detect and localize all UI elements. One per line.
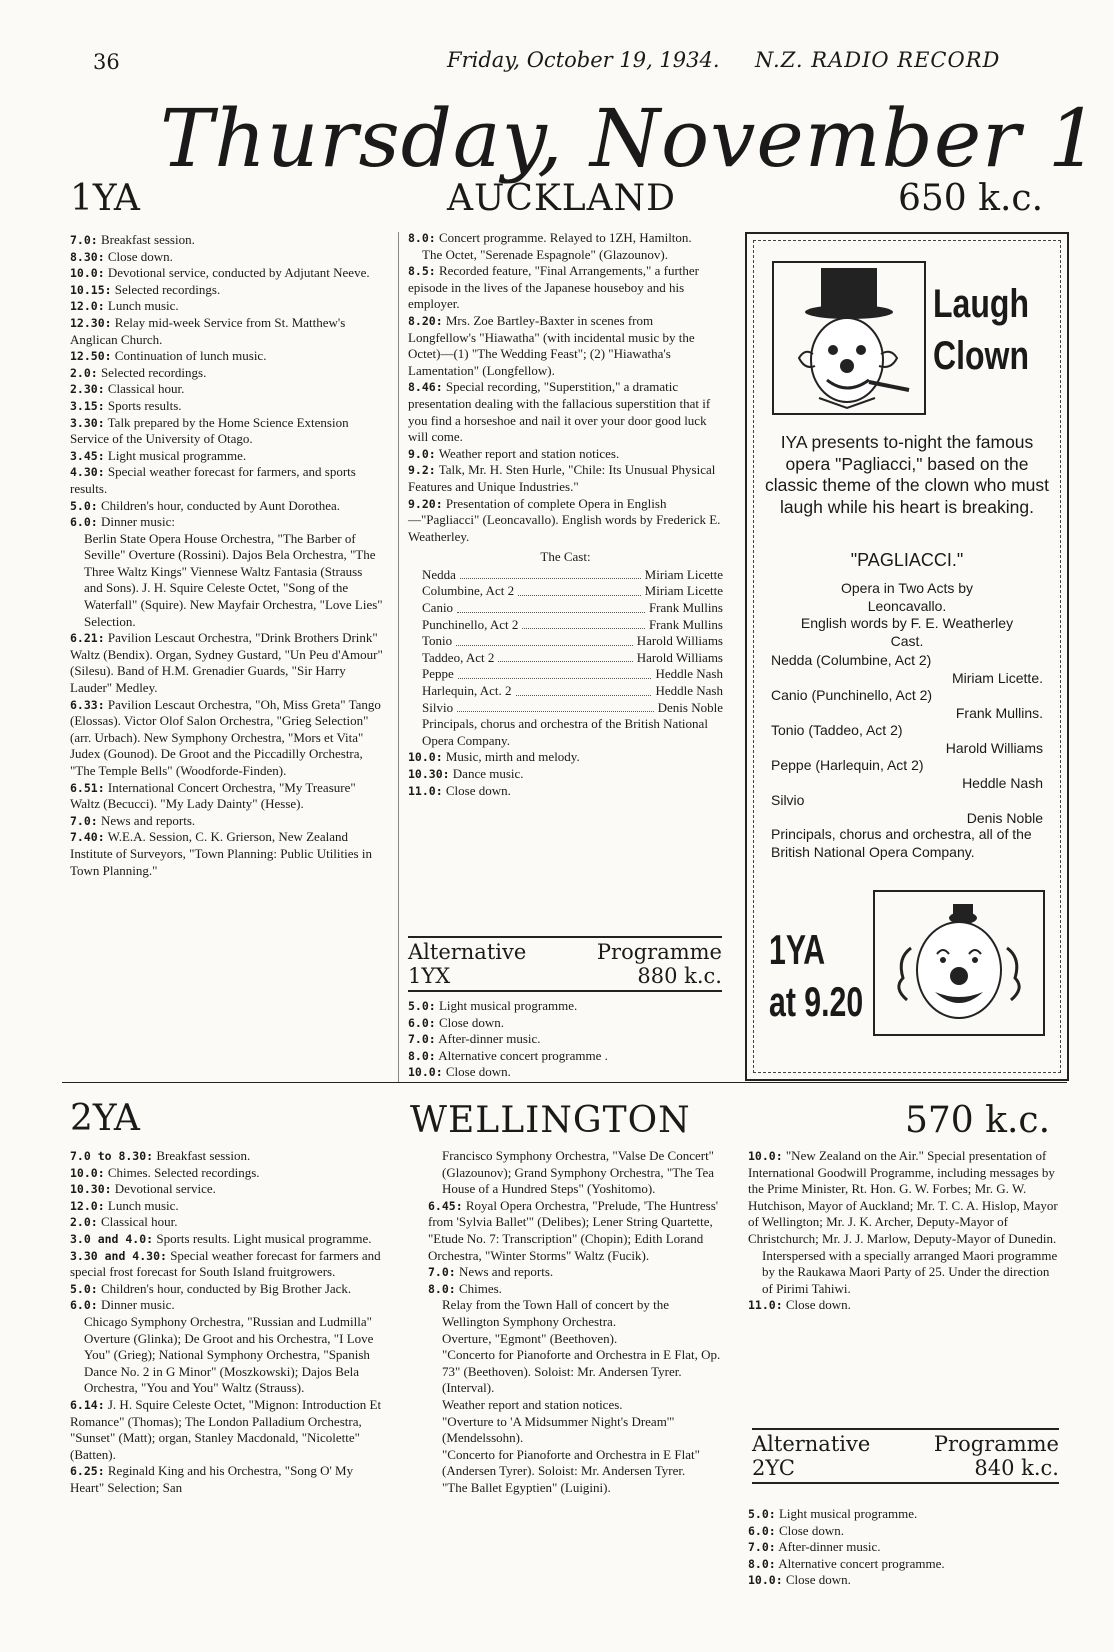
programme-item [84, 1314, 383, 1397]
cast-performer: Heddle Nash [655, 683, 723, 699]
programme-description: Talk prepared by the Home Science Extension Service of the University of Otago. [70, 414, 349, 447]
programme-time: 6.0: [70, 1298, 98, 1313]
programme-description: Concert programme. Relayed to 1ZH, Hamilton. [438, 230, 692, 245]
cast-row [422, 600, 723, 617]
programme-description: Close down. [445, 1064, 511, 1080]
programme-time: 3.0 and 4.0: [70, 1231, 154, 1246]
programme-item [70, 780, 383, 813]
programme-time: 2.30: [70, 382, 105, 397]
programme-time: 8.5: [408, 264, 436, 279]
programme-time: 11.0: [748, 1298, 783, 1313]
cast-role: Tonio [422, 633, 453, 649]
programme-item [748, 1148, 1058, 1248]
programme-item [748, 1297, 1058, 1314]
pagliacci-advertisement [745, 232, 1069, 1081]
alt-station: 1YX [408, 964, 451, 988]
programme-item [442, 1447, 723, 1480]
programme-time: 6.0: [70, 515, 98, 530]
programme-time: 3.30 and 4.30: [70, 1248, 167, 1263]
station-2ya-column-2 [428, 1148, 723, 1496]
ad-cast-role: Tonio (Taddeo, Act 2) [771, 722, 903, 738]
programme-time: 8.46: [408, 380, 443, 395]
programme-item [408, 313, 723, 379]
programme-time: 9.2: [408, 463, 436, 478]
cast-row [422, 666, 723, 683]
ad-opera-line-2: Leoncavallo. [867, 597, 947, 614]
station-1ya-late-list [408, 716, 723, 799]
programme-description: Children's hour, conducted by Aunt Dorothea. [100, 497, 340, 513]
programme-item [408, 783, 723, 800]
programme-time: 10.0: [748, 1573, 783, 1588]
programme-item [70, 464, 383, 497]
cast-performer: Frank Mullins [648, 616, 723, 632]
programme-item [428, 1281, 723, 1298]
cast-row [422, 633, 723, 650]
programme-description: Special weather forecast for farmers, and sports results. [70, 464, 356, 496]
cast-performer: Heddle Nash [655, 666, 723, 682]
programme-time: 5.0: [408, 999, 436, 1013]
programme-item [762, 1248, 1058, 1298]
programme-time: 6.45: [428, 1198, 463, 1213]
cast-performer: Miriam Licette [644, 566, 723, 582]
station-1ya-callsign: 1YA [70, 178, 140, 219]
alternative-1yx-header [408, 936, 722, 992]
programme-item [70, 1281, 383, 1298]
programme-item [408, 1015, 723, 1032]
programme-time: 9.0: [408, 446, 436, 461]
programme-time: 10.0: [408, 750, 443, 765]
dot-leader [457, 600, 645, 613]
programme-item [70, 381, 383, 398]
programme-item [408, 1048, 723, 1065]
programme-description: Relay mid-week Service from St. Matthew's Anglican Church. [70, 314, 346, 347]
section-divider [62, 1082, 1067, 1083]
programme-description: Sports results. [107, 397, 182, 413]
programme-item [70, 813, 383, 830]
programme-description: Children's hour, conducted by Big Brother Jack. [100, 1280, 352, 1296]
cast-performer: Miriam Licette [644, 583, 723, 599]
ad-opera-title: "PAGLIACCI." [850, 550, 964, 570]
programme-description: After-dinner music. [778, 1539, 881, 1555]
ad-opera-line-3: English words by F. E. Weatherley [800, 615, 1014, 631]
ad-cast-performer: Harold Williams [945, 739, 1043, 756]
programme-description: Breakfast session. [156, 1148, 251, 1163]
programme-time: 10.15: [70, 282, 112, 297]
dot-leader [518, 583, 641, 596]
programme-description: Breakfast session. [100, 232, 195, 247]
cast-role: Canio [422, 600, 454, 616]
programme-item [70, 1148, 383, 1165]
cast-performer: Harold Williams [636, 633, 723, 649]
alt-programme-label: Programme [596, 940, 722, 964]
cast-role: Punchinello, Act 2 [422, 616, 519, 632]
programme-item [442, 1480, 723, 1497]
programme-description: Overture, "Egmont" (Beethoven). [442, 1330, 618, 1346]
programme-item [70, 448, 383, 465]
programme-item [442, 1297, 723, 1330]
programme-description: "Concerto for Pianoforte and Orchestra in E Flat" (Andersen Tyrer). Soloist: Mr. Andersen Tyrer. [442, 1446, 700, 1479]
programme-description: Pavilion Lescaut Orchestra, "Oh, Miss Greta" Tango (Elossas). Victor Olof Salon Orchestra, "Grieg Selection" (arr. Urbach). New Symphony Orchestra, "Mors et Vita" Judex (Gounod). De Groot and the Piccadilly Orchestra, "The Temple Bells" (Woodforde-Finden). [70, 696, 381, 778]
programme-time: 6.0: [748, 1523, 776, 1538]
ad-cast-performer: Heddle Nash [962, 774, 1043, 791]
programme-time: 6.14: [70, 1397, 105, 1412]
programme-item [408, 749, 723, 766]
programme-time: 2.0: [70, 365, 98, 380]
dot-leader [457, 700, 654, 713]
ad-station: 1YA [769, 926, 826, 973]
programme-description: International Concert Orchestra, "My Treasure" Waltz (Becucci). "My Lady Dainty" (Hesse). [70, 779, 356, 812]
programme-time: 8.0: [748, 1556, 776, 1571]
cast-role: Nedda [422, 566, 456, 582]
programme-time: 7.0: [70, 813, 98, 828]
alt-label: Alternative [752, 1432, 871, 1456]
programme-item [70, 1231, 383, 1248]
programme-description: Music, mirth and melody. [445, 749, 580, 765]
programme-time: 10.0: [748, 1149, 783, 1163]
programme-item [70, 348, 383, 365]
alternative-1yx-list [408, 998, 723, 1081]
programme-description: Alternative concert programme . [438, 1047, 608, 1063]
programme-time: 7.0: [70, 233, 98, 247]
cast-performer: Harold Williams [636, 649, 723, 665]
programme-time: 12.50: [70, 349, 112, 364]
cast-row [422, 683, 723, 700]
ad-cast-performer: Frank Mullins. [955, 704, 1043, 721]
programme-item [70, 398, 383, 415]
station-2ya-column-3 [748, 1148, 1058, 1314]
programme-item [70, 514, 383, 531]
programme-item [70, 265, 383, 282]
station-1ya-column-1 [70, 232, 383, 879]
dot-leader [516, 683, 652, 696]
programme-time: 8.0: [408, 1048, 436, 1063]
ad-cast-role: Silvio [771, 792, 805, 808]
programme-item [748, 1572, 1058, 1589]
programme-item [408, 379, 723, 445]
programme-description: J. H. Squire Celeste Octet, "Mignon: Introduction Et Romance" (Thomas); The London Palladium Orchestra, "Sunset" (Matt); organ, Stanley Macdonald, "Nicolette" (Batten). [70, 1396, 382, 1462]
programme-time: 12.0: [70, 299, 105, 314]
alt-programme-label: Programme [933, 1432, 1059, 1456]
station-2ya-city: WELLINGTON [410, 1100, 691, 1141]
programme-item [748, 1556, 1058, 1573]
programme-time: 10.30: [408, 767, 450, 781]
clown-top-hat-illustration [769, 258, 929, 418]
programme-description: Devotional service. [114, 1181, 216, 1197]
programme-description: Light musical programme. [778, 1506, 918, 1521]
programme-item [748, 1523, 1058, 1540]
ad-headline-line-1: Laugh [933, 282, 1029, 326]
cast-title: The Cast: [540, 549, 591, 565]
programme-description: Presentation of complete Opera in English—"Pagliacci" (Leoncavallo). English words by Frederick E. Weatherley. [408, 495, 721, 544]
programme-time: 11.0: [408, 783, 443, 798]
programme-description: Chicago Symphony Orchestra, "Russian and Ludmilla" Overture (Glinka); De Groot and his Orchestra, "I Love You" (Grieg); National Symphony Orchestra, "Spanish Dance No. 2 in G Minor" (Moszkowski); Dajos Bela Orchestra, "You and You" Waltz (Strauss). [84, 1313, 374, 1396]
programme-item [428, 1264, 723, 1281]
programme-description: Chimes. [458, 1280, 502, 1296]
programme-description: Interspersed with a specially arranged Maori programme by the Raukawa Maori Party of 25. Under the direction of Pirimi Tahiwi. [762, 1247, 1058, 1296]
dot-leader [522, 617, 645, 630]
programme-item [408, 263, 723, 313]
programme-time: 5.0: [70, 1281, 98, 1296]
dot-leader [460, 567, 641, 580]
programme-time: 6.21: [70, 631, 105, 646]
programme-item [408, 462, 723, 495]
programme-description: Relay from the Town Hall of concert by the Wellington Symphony Orchestra. [442, 1297, 670, 1329]
programme-item [84, 531, 383, 631]
alt-label: Alternative [408, 940, 527, 964]
programme-item [408, 1064, 723, 1081]
cast-performer: Denis Noble [657, 699, 723, 715]
programme-item [442, 1414, 723, 1447]
programme-description: "The Ballet Egyptien" (Luigini). [442, 1479, 611, 1495]
programme-item [428, 1198, 723, 1264]
programme-description: Classical hour. [107, 381, 185, 397]
ad-opera-line-4: Cast. [890, 632, 924, 649]
dot-leader [456, 633, 633, 646]
programme-time: 7.40: [70, 830, 105, 845]
programme-item [70, 415, 383, 448]
programme-item [70, 1198, 383, 1215]
cast-role: Taddeo, Act 2 [422, 649, 495, 665]
programme-time: 7.0: [428, 1265, 456, 1280]
programme-item [408, 998, 723, 1015]
ad-footer: Principals, chorus and orchestra, all of the British National Opera Company. [771, 826, 1032, 860]
programme-description: Special recording, "Superstition," a dramatic presentation dealing with the fallacious superstition that if you find a horseshoe and nail it over your door good luck will come. [408, 379, 711, 445]
ad-cast-role: Peppe (Harlequin, Act 2) [771, 757, 924, 773]
programme-item [442, 1380, 723, 1397]
programme-item [748, 1539, 1058, 1556]
issue-date: Friday, October 19, 1934. [447, 48, 720, 72]
station-2ya-callsign: 2YA [70, 1098, 140, 1139]
dot-leader [498, 650, 632, 663]
ad-time: at 9.20 [769, 978, 864, 1025]
programme-time: 8.20: [408, 313, 443, 328]
programme-description: Light musical programme. [438, 998, 578, 1013]
programme-item [408, 1031, 723, 1048]
programme-description: Close down. [107, 248, 173, 264]
cast-list [408, 567, 723, 716]
programme-time: 8.30: [70, 249, 105, 264]
programme-description: Francisco Symphony Orchestra, "Valse De Concert" (Glazounov); Grand Symphony Orchestra, "The Tea House of a Hundred Steps" (Yoshitomo). [442, 1148, 715, 1197]
programme-item [70, 1165, 383, 1182]
programme-description: "New Zealand on the Air." Special presentation of International Goodwill Programme, including messages by the Prime Minister, Rt. Hon. G. W. Forbes; Mr. G. W. Hutchison, Mayor of Auckland; Mr. T. C. A. Hislop, Mayor of Wellington; Mr. J. K. Archer, Deputy-Mayor of Christchurch; Mr. J. J. Marlow, Deputy-Mayor of Dunedin. [748, 1148, 1058, 1246]
dot-leader [458, 666, 652, 679]
programme-item [442, 1331, 723, 1348]
cast-role: Silvio [422, 699, 454, 715]
programme-description: Sports results. Light musical programme. [156, 1230, 372, 1246]
programme-time: 3.15: [70, 398, 105, 413]
programme-time: 12.30: [70, 315, 112, 330]
ad-cast-performer: Miriam Licette. [951, 669, 1043, 686]
ad-cast-list [771, 652, 1043, 827]
programme-item [70, 315, 383, 348]
programme-description: W.E.A. Session, C. K. Grierson, New Zealand Institute of Surveyors, "Town Planning: Public Utilities in Town Planning." [70, 829, 372, 878]
programme-item [70, 829, 383, 879]
cast-row [422, 700, 723, 717]
programme-description: Light musical programme. [107, 447, 247, 463]
programme-time: 3.45: [70, 448, 105, 463]
cast-row [422, 583, 723, 600]
programme-description: Reginald King and his Orchestra, "Song O' My Heart" Selection; San [70, 1463, 354, 1495]
station-1ya-column-2 [408, 230, 723, 799]
programme-item [70, 365, 383, 382]
programme-description: Special weather forecast for farmers and special frost forecast for South Island fruitgrowers. [70, 1247, 381, 1280]
programme-item [70, 630, 383, 696]
alt-frequency: 840 k.c. [974, 1456, 1059, 1480]
programme-description: Close down. [785, 1572, 851, 1588]
programme-time: 5.0: [70, 498, 98, 513]
programme-description: Close down. [785, 1297, 851, 1313]
programme-description: News and reports. [458, 1264, 554, 1280]
programme-item [408, 496, 723, 546]
programme-description: News and reports. [100, 812, 196, 828]
programme-description: Berlin State Opera House Orchestra, "The Barber of Seville" Overture (Rossini). Dajos Bela Orchestra, "The Three Waltz Kings" Viennese Waltz Fantasia (Strauss and Sons). J. H. Squire Celeste Octet, "Song of the Waterfall" (Squire). New Mayfair Orchestra, "Love Lies" Selection. [84, 530, 383, 629]
cast-row [422, 650, 723, 667]
programme-description: Selected recordings. [114, 281, 221, 297]
programme-item [408, 446, 723, 463]
programme-item [442, 1148, 723, 1198]
programme-description: Close down. [438, 1014, 504, 1030]
alternative-2yc-header [752, 1428, 1059, 1484]
station-1ya-frequency: 650 k.c. [898, 178, 1044, 219]
programme-description: Alternative concert programme. [778, 1555, 945, 1571]
programme-time: 10.0: [70, 266, 105, 281]
column-divider [398, 232, 399, 1082]
programme-item [422, 716, 723, 749]
ad-opera-credits [765, 580, 1049, 650]
programme-description: Pavilion Lescaut Orchestra, "Drink Brothers Drink" Waltz (Bendix). Organ, Sydney Gustard, "Un Peu d'Amour" (Silesu). Band of H.M. Grenadier Guards, "Sir Harry Lauder" Medley. [70, 630, 383, 696]
programme-description: Close down. [445, 782, 511, 798]
programme-description: The Octet, "Serenade Espagnole" (Glazounov). [422, 246, 668, 262]
programme-description: After-dinner music. [438, 1031, 541, 1047]
programme-description: Chimes. Selected recordings. [107, 1164, 260, 1180]
programme-item [70, 697, 383, 780]
programme-time: 9.20: [408, 496, 443, 511]
programme-description: Principals, chorus and orchestra of the British National Opera Company. [422, 716, 708, 748]
programme-description: (Interval). [442, 1380, 495, 1396]
programme-item [442, 1397, 723, 1414]
programme-time: 3.30: [70, 415, 105, 430]
cast-row [422, 617, 723, 634]
programme-item [70, 1463, 383, 1496]
programme-item [70, 232, 383, 249]
programme-item [408, 766, 723, 783]
programme-description: Close down. [778, 1522, 844, 1538]
programme-item [70, 1214, 383, 1231]
ad-cast-role: Nedda (Columbine, Act 2) [771, 652, 932, 668]
station-1ya-evening-list [408, 230, 723, 545]
programme-item [70, 298, 383, 315]
programme-item [422, 247, 723, 264]
programme-description: Weather report and station notices. [442, 1396, 623, 1412]
ad-cast-role: Canio (Punchinello, Act 2) [771, 687, 933, 703]
programme-time: 8.0: [408, 231, 436, 245]
ad-headline-line-2: Clown [933, 334, 1029, 378]
programme-time: 10.0: [70, 1165, 105, 1180]
programme-item [442, 1347, 723, 1380]
page-title: Thursday, November 1 [160, 92, 1100, 185]
programme-time: 6.33: [70, 697, 105, 712]
programme-description: Dinner music: [100, 514, 175, 530]
programme-description: Dance music. [452, 766, 524, 781]
programme-description: Recorded feature, "Final Arrangements," a further episode in the lives of the Japanese houseboy and his employer. [408, 263, 699, 312]
programme-description: Lunch music. [107, 1197, 179, 1213]
programme-description: "Overture to 'A Midsummer Night's Dream'" (Mendelssohn). [442, 1413, 675, 1446]
programme-time: 7.0: [748, 1540, 776, 1555]
programme-item [408, 230, 723, 247]
programme-time: 6.51: [70, 780, 105, 795]
programme-description: "Concerto for Pianoforte and Orchestra in E Flat, Op. 73" (Beethoven). Soloist: Mr. Andersen Tyrer. [442, 1347, 721, 1379]
programme-item [70, 1248, 383, 1281]
alt-frequency: 880 k.c. [637, 964, 722, 988]
ad-headline [933, 278, 1029, 382]
ad-station-time [769, 924, 863, 1028]
programme-item [70, 498, 383, 515]
programme-item [70, 1397, 383, 1463]
programme-description: Classical hour. [100, 1214, 178, 1230]
publication-name: N.Z. RADIO RECORD [755, 48, 1001, 72]
programme-item [748, 1506, 1058, 1523]
programme-description: Selected recordings. [100, 364, 207, 380]
programme-time: 12.0: [70, 1198, 105, 1213]
programme-item [70, 249, 383, 266]
programme-item [70, 1181, 383, 1198]
clown-face-illustration [871, 888, 1047, 1038]
programme-description: Weather report and station notices. [438, 445, 620, 461]
ad-opera-line-1: Opera in Two Acts by [840, 580, 974, 596]
cast-role: Harlequin, Act. 2 [422, 683, 512, 699]
station-1ya-city: AUCKLAND [447, 178, 677, 219]
programme-description: Lunch music. [107, 298, 179, 314]
programme-description: Royal Opera Orchestra, "Prelude, 'The Huntress' from 'Sylvia Ballet'" (Delibes); Lener String Quartette, "Etude No. 7: Transcription" (Chopin); Edith Lorand Orchestra, "Winter Storms" Waltz (Fucik). [428, 1197, 719, 1263]
ad-blurb: IYA presents to-night the famous opera "Pagliacci," based on the classic theme of the clown who must laugh while his heart is breaking. [765, 432, 1050, 517]
programme-description: Talk, Mr. H. Sten Hurle, "Chile: Its Unusual Physical Features and Unique Industries." [408, 462, 716, 494]
programme-time: 4.30: [70, 465, 105, 480]
programme-time: 7.0: [408, 1032, 436, 1047]
programme-item [70, 1297, 383, 1314]
cast-performer: Frank Mullins [648, 600, 723, 616]
cast-role: Peppe [422, 666, 454, 682]
programme-time: 10.0: [408, 1065, 443, 1080]
programme-time: 6.0: [408, 1015, 436, 1030]
page-number: 36 [93, 50, 120, 74]
programme-description: Dinner music. [100, 1297, 175, 1313]
programme-time: 7.0 to 8.30: [70, 1149, 154, 1163]
programme-time: 2.0: [70, 1215, 98, 1230]
cast-row [422, 567, 723, 584]
ad-cast-performer: Denis Noble [966, 809, 1043, 826]
alt-station: 2YC [752, 1456, 795, 1480]
programme-description: Continuation of lunch music. [114, 348, 267, 364]
station-2ya-column-1 [70, 1148, 383, 1496]
cast-role: Columbine, Act 2 [422, 583, 515, 599]
station-2ya-frequency: 570 k.c. [905, 1100, 1051, 1141]
programme-time: 5.0: [748, 1507, 776, 1521]
programme-description: Mrs. Zoe Bartley-Baxter in scenes from Longfellow's "Hiawatha" (with incidental music by the Octet)—(1) "The Wedding Feast"; (2) "Hiawatha's Lamentation" (Longfellow). [408, 312, 695, 378]
alternative-2yc-list [748, 1506, 1058, 1589]
programme-time: 8.0: [428, 1281, 456, 1296]
programme-description: Devotional service, conducted by Adjutant Neeve. [107, 265, 370, 281]
programme-time: 6.25: [70, 1464, 105, 1479]
programme-item [70, 282, 383, 299]
programme-time: 10.30: [70, 1182, 112, 1197]
